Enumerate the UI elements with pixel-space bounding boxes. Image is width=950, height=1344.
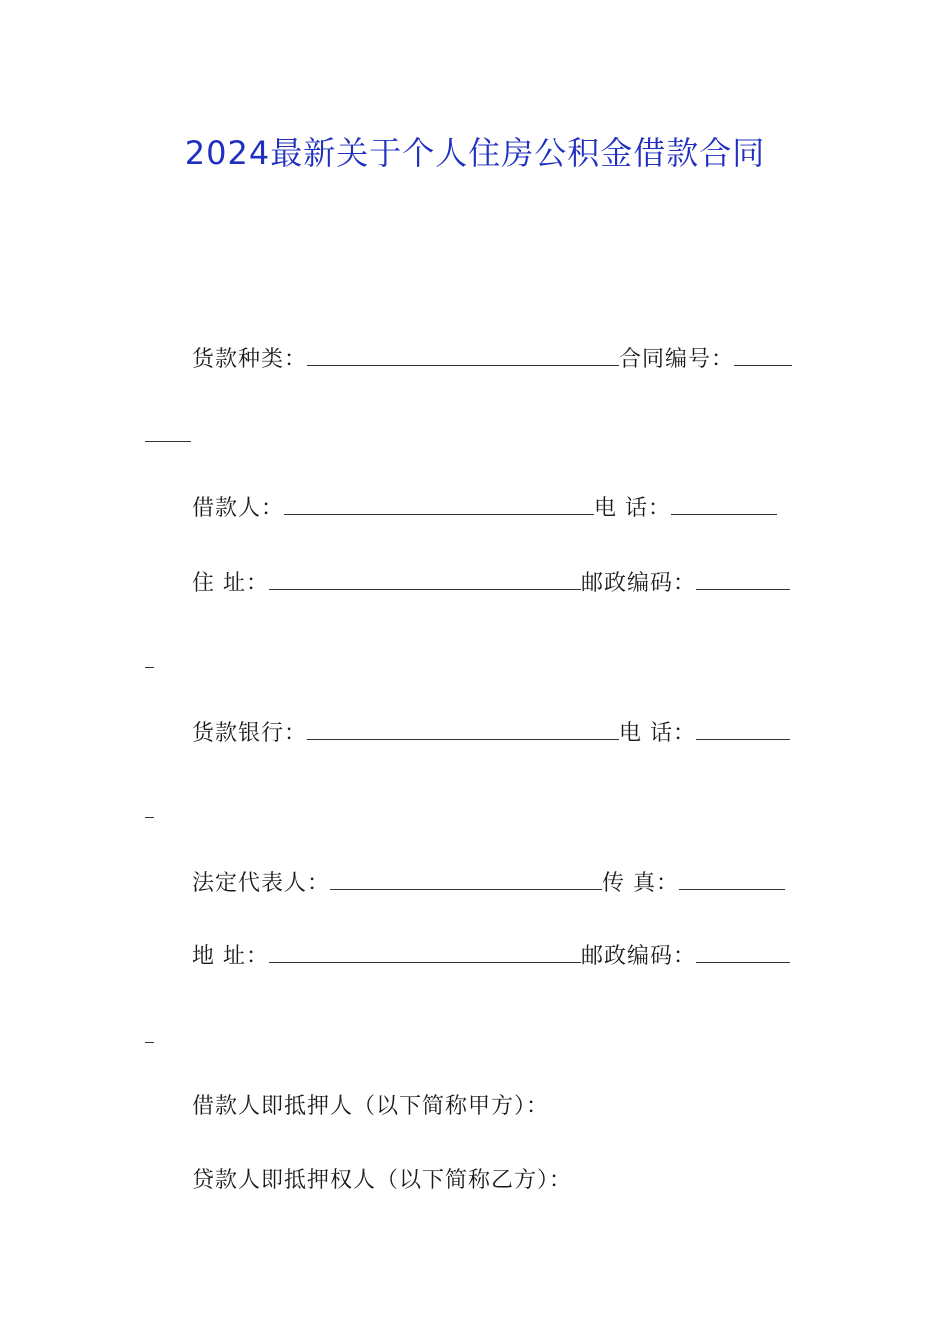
- address1-blank[interactable]: [269, 569, 581, 590]
- contract-no-blank[interactable]: [734, 345, 792, 366]
- loan-type-blank[interactable]: [307, 345, 619, 366]
- address1-row: [192, 569, 790, 599]
- borrower-row: [192, 494, 777, 524]
- address2-row: [192, 942, 790, 972]
- address1-label: 住 址：: [192, 571, 269, 596]
- borrower-label: 借款人：: [192, 496, 285, 521]
- postcode2-label: 邮政编码：: [581, 944, 697, 969]
- loan-type-row: [192, 345, 792, 375]
- phone1-blank[interactable]: [671, 494, 777, 515]
- phone2-blank[interactable]: [696, 719, 790, 740]
- fax-blank[interactable]: [679, 869, 785, 890]
- address2-label: 地 址：: [192, 944, 269, 969]
- loan-type-label: 货款种类：: [192, 347, 308, 372]
- legal-rep-row: [192, 869, 785, 899]
- postcode2-blank[interactable]: [696, 942, 790, 963]
- phone2-label: 电 话：: [619, 721, 697, 746]
- legal-rep-label: 法定代表人：: [192, 871, 331, 896]
- address2-blank[interactable]: [269, 942, 581, 963]
- contract-no-label: 合同编号：: [619, 347, 735, 372]
- bank-blank[interactable]: [307, 719, 619, 740]
- phone2-blank-continued[interactable]: [145, 817, 154, 818]
- bank-row: [192, 719, 790, 749]
- party-a-line: 借款人即抵押人（以下简称甲方）：: [192, 1094, 550, 1119]
- contract-no-blank-continued[interactable]: [145, 441, 191, 442]
- document-title: 2024最新关于个人住房公积金借款合同: [184, 134, 766, 172]
- legal-rep-blank[interactable]: [330, 869, 602, 890]
- postcode1-blank[interactable]: [696, 569, 790, 590]
- bank-label: 货款银行：: [192, 721, 308, 746]
- postcode1-label: 邮政编码：: [581, 571, 697, 596]
- postcode2-blank-continued[interactable]: [145, 1042, 154, 1043]
- borrower-blank[interactable]: [284, 494, 594, 515]
- postcode1-blank-continued[interactable]: [145, 667, 154, 668]
- party-b-line: 贷款人即抵押权人（以下简称乙方）：: [192, 1168, 573, 1193]
- fax-label: 传 真：: [602, 871, 680, 896]
- phone1-label: 电 话：: [594, 496, 672, 521]
